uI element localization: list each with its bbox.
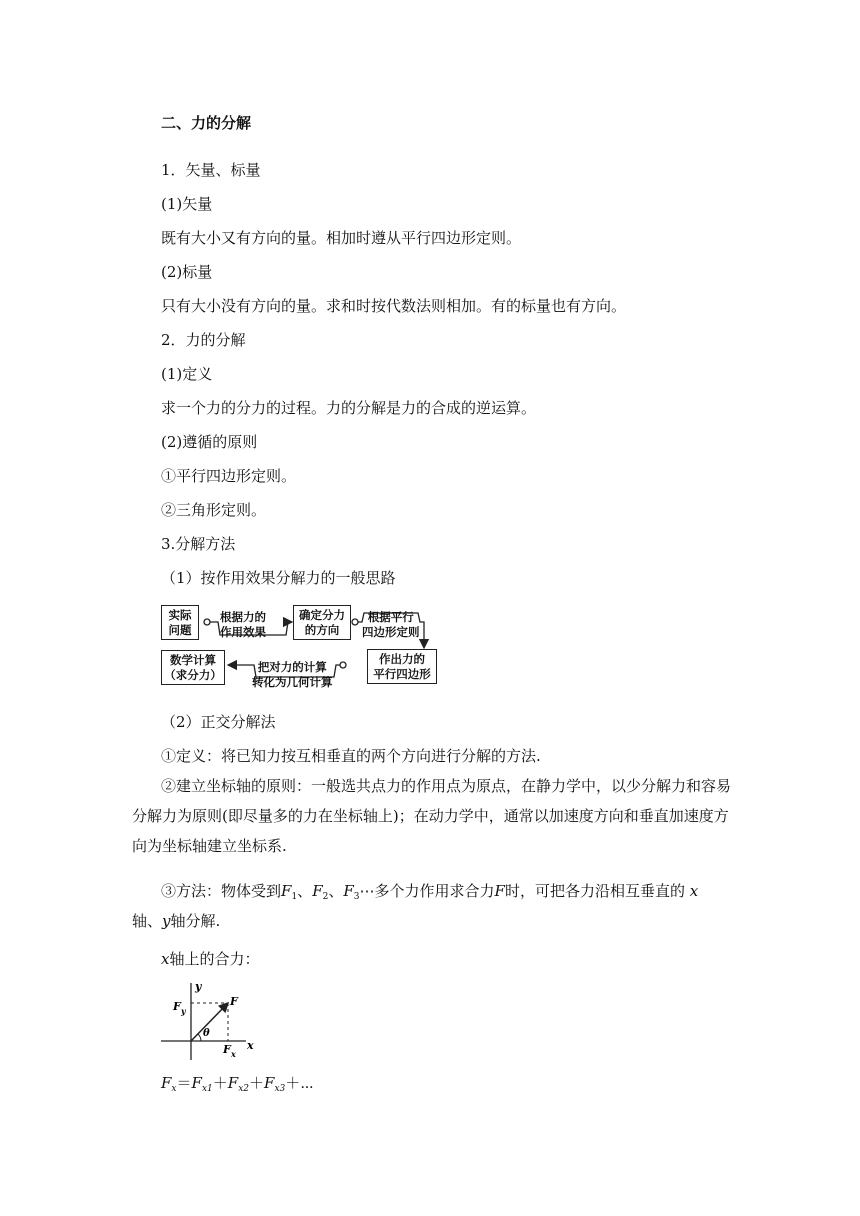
formula-sub-x2: x2 xyxy=(238,1084,249,1094)
heading-methods: 3.分解方法 xyxy=(161,535,236,553)
formula-plus-1: ＋ xyxy=(212,1074,228,1092)
F-label: F xyxy=(230,995,238,1008)
formula-plus-3: ＋ xyxy=(285,1074,301,1092)
flow-box-draw-parallelogram-line1: 作出力的 xyxy=(379,651,425,666)
symbol-F: F xyxy=(494,882,505,900)
theta-label: θ xyxy=(203,1028,210,1039)
formula-F-x2: F xyxy=(227,1074,239,1092)
flow-box-determine-direction-line1: 确定分力 xyxy=(299,607,345,622)
section-title: 二、力的分解 xyxy=(161,114,252,132)
method-text-1: ③方法：物体受到 xyxy=(161,882,282,900)
heading-definition: (1)定义 xyxy=(161,365,213,383)
flow-label-parallelogram-rule-line1: 根据平行 xyxy=(367,610,414,624)
heading-orthogonal: （2）正交分解法 xyxy=(161,713,276,731)
flow-label-geometry-line2: 转化为几何计算 xyxy=(252,675,333,689)
formula-dots: ⋯ xyxy=(300,1074,314,1092)
symbol-y: y xyxy=(162,912,171,930)
formula-eq: ＝ xyxy=(176,1074,192,1092)
method-paragraph: ③方法：物体受到$F_1$、$F_2$、$F_3\cdots$多个力作用求合力F时，可把各力沿相互垂直的 x 轴、y轴分解. xyxy=(132,882,699,930)
flow-label-by-effect-line2: 作用效果 xyxy=(220,625,266,639)
formula-F-x3: F xyxy=(264,1074,275,1092)
Fy-label: F xyxy=(173,1000,181,1013)
heading-principles: (2)遵循的原则 xyxy=(161,433,258,451)
flow-box-math-calculation-line2: （求分力） xyxy=(164,667,222,682)
formula-sub-x: x xyxy=(171,1084,177,1094)
rule-parallelogram: ①平行四边形定则。 xyxy=(161,467,297,485)
symbol-F2: F xyxy=(312,882,323,900)
method-text-4: 轴、 xyxy=(132,912,163,930)
flow-box-draw-parallelogram-line2: 平行四边形 xyxy=(373,666,431,681)
heading-decomposition: 2．力的分解 xyxy=(161,331,246,349)
scalar-definition: 只有大小没有方向的量。求和时按代数法则相加。有的标量也有方向。 xyxy=(161,297,627,315)
flow-label-by-effect-line1: 根据力的 xyxy=(220,610,266,624)
formula-fx xyxy=(161,1073,314,1093)
heading-scalar: (2)标量 xyxy=(161,263,213,281)
Fx-subscript: x xyxy=(231,1049,236,1059)
formula-sub-x1: x1 xyxy=(201,1084,213,1094)
theta-arc xyxy=(198,1034,201,1041)
x-label: x xyxy=(247,1039,254,1052)
formula-plus-2: ＋ xyxy=(249,1074,265,1092)
flow-label-parallelogram-rule-line2: 四边形定则 xyxy=(362,625,420,639)
formula-sub-x3: x3 xyxy=(274,1084,286,1094)
flow-label-geometry-line1: 把对力的计算 xyxy=(257,660,327,674)
y-label: y xyxy=(195,980,202,993)
symbol-dots: ⋯ xyxy=(359,882,375,900)
method-text-3: 时，可把各力沿相互垂直的 xyxy=(504,882,685,900)
heading-effect-method: （1）按作用效果分解力的一般思路 xyxy=(161,569,396,587)
orthogonal-definition: ①定义：将已知力按互相垂直的两个方向进行分解的方法. xyxy=(161,747,541,765)
flow-box-actual-problem-line2: 问题 xyxy=(168,622,192,637)
axis-principle: ②建立坐标轴的原则：一般选共点力的作用点为原点，在静力学中，以少分解力和容易分解力为原则(即尽量多的力在坐标轴上)；在动力学中，通常以加速度方向和垂直加速度方向为坐标轴建立坐标系. xyxy=(132,777,732,855)
flow-box-determine-direction-line2: 的方向 xyxy=(304,622,340,637)
x-axis-label: 轴上的合力： xyxy=(169,950,260,968)
formula-F-x1: F xyxy=(191,1074,202,1092)
vector-definition: 既有大小又有方向的量。相加时遵从平行四边形定则。 xyxy=(161,229,522,247)
symbol-F1: F xyxy=(281,882,292,900)
Fy-subscript: y xyxy=(181,1006,186,1016)
heading-vector-scalar: 1．矢量、标量 xyxy=(161,161,261,179)
Fx-label: F xyxy=(223,1043,231,1056)
symbol-x: x xyxy=(689,882,699,900)
flow-box-actual-problem-line1: 实际 xyxy=(168,607,192,622)
x-axis-symbol: x xyxy=(161,950,170,968)
method-text-5: 轴分解. xyxy=(170,912,221,930)
formula-F: F xyxy=(161,1074,172,1092)
rule-triangle: ②三角形定则。 xyxy=(161,501,267,519)
symbol-F3: F xyxy=(343,882,354,900)
flow-box-math-calculation-line1: 数学计算 xyxy=(170,652,216,667)
method-text-2: 多个力作用求合力 xyxy=(374,882,495,900)
heading-vector: (1)矢量 xyxy=(161,195,213,213)
decomposition-definition: 求一个力的分力的过程。力的分解是力的合成的逆运算。 xyxy=(161,399,537,417)
